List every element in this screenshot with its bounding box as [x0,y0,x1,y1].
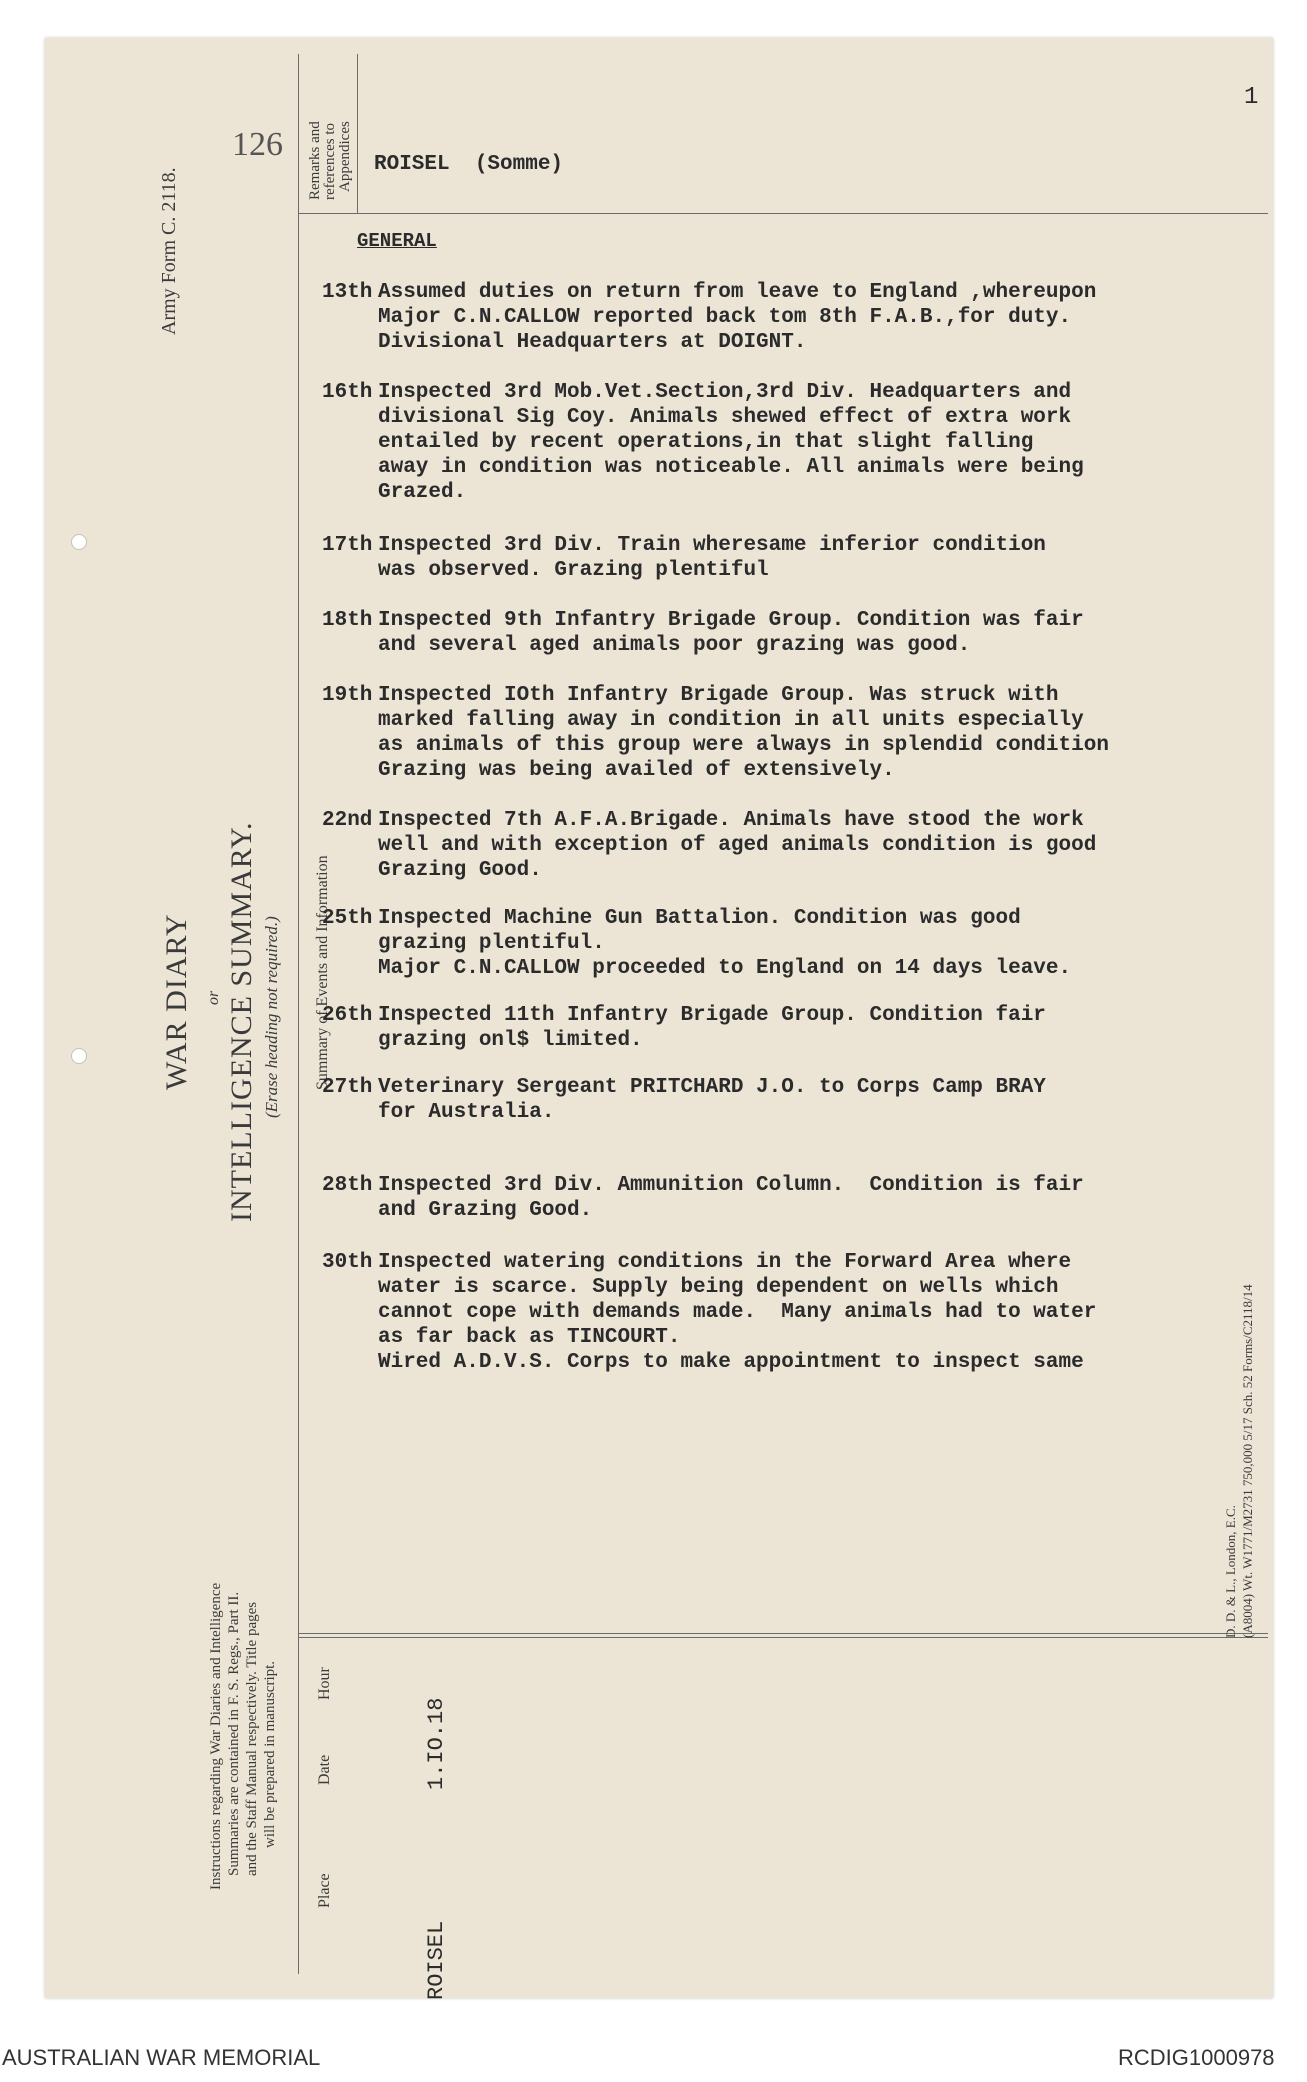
army-form-number: Army Form C. 2118. [158,167,180,335]
erase-heading-note: (Erase heading not required.) [262,916,281,1118]
printer-line: (A8004) Wt. W1771/M2731 750,000 5/17 Sch. 52 Forms/C2118/14 [1240,1284,1255,1638]
entry-text-line: Inspected 7th A.F.A.Brigade. Animals have stood the work [378,809,1084,832]
remarks-column-rule [357,54,358,214]
header-rule [298,213,1268,214]
entry-text-line: and several aged animals poor grazing was good. [378,634,971,657]
footer-record-id: RCDIG1000978 [1118,2045,1275,2070]
entry-text-line: Inspected 3rd Div. Train wheresame inferior condition [378,534,1046,557]
section-heading: GENERAL [357,230,437,252]
entry-text-line: and Grazing Good. [378,1199,593,1222]
entry-day: 27th [322,1076,373,1099]
entry-text-line: well and with exception of aged animals condition is good [378,834,1097,857]
instructions-line: will be prepared in manuscript. [262,1660,278,1848]
hour-header: Hour [316,1667,333,1700]
entry-text-line: Veterinary Sergeant PRITCHARD J.O. to Corps Camp BRAY [378,1076,1046,1099]
entry-date: 1.IO.18 [424,1697,449,1790]
entry-day: 13th [322,281,373,304]
entry-day: 25th [322,907,373,930]
title-or: or [205,990,222,1005]
entry-day: 18th [322,609,373,632]
entry-text-line: Grazing Good. [378,859,542,882]
entry-day: 16th [322,381,373,404]
remarks-header-line: Remarks and [307,121,323,200]
entry-text-line: was observed. Grazing plentiful [378,559,769,582]
printer-line: D. D. & L., London, E.C. [1223,1505,1238,1638]
entry-text-line: water is scarce. Supply being dependent on wells which [378,1276,1059,1299]
entry-text-line: Inspected 9th Infantry Brigade Group. Condition was fair [378,609,1084,632]
location-heading: ROISEL (Somme) [374,153,564,176]
entry-text-line: Grazed. [378,481,467,504]
entry-day: 26th [322,1004,373,1027]
entry-day: 30th [322,1251,373,1274]
entry-day: 28th [322,1174,373,1197]
bottom-rule [298,1633,1268,1634]
title-intelligence-summary: INTELLIGENCE SUMMARY. [225,821,258,1222]
date-header: Date [316,1754,333,1785]
entry-text-line: Divisional Headquarters at DOIGNT. [378,331,807,354]
entry-text-line: Inspected 11th Infantry Brigade Group. Condition fair [378,1004,1046,1027]
entry-text-line: Major C.N.CALLOW reported back tom 8th F.A.B.,for duty. [378,306,1072,329]
entry-text-line: Inspected Machine Gun Battalion. Condition was good [378,907,1021,930]
entry-text-line: away in condition was noticeable. All animals were being [378,456,1084,479]
summary-header: Summary of Events and Information [314,855,331,1090]
entry-text-line: Inspected 3rd Div. Ammunition Column. Condition is fair [378,1174,1084,1197]
entry-day: 17th [322,534,373,557]
entry-text-line: Inspected IOth Infantry Brigade Group. Was struck with [378,684,1059,707]
entry-text-line: grazing plentiful. [378,932,605,955]
entry-text-line: grazing onl$ limited. [378,1029,643,1052]
footer-archive-name: AUSTRALIAN WAR MEMORIAL [2,2045,321,2070]
entry-text-line: Wired A.D.V.S. Corps to make appointment to inspect same [378,1351,1084,1374]
corner-mark: 1 [1244,84,1259,111]
entry-day: 19th [322,684,373,707]
entry-text-line: cannot cope with demands made. Many animals had to water [378,1301,1097,1324]
entry-text-line: as animals of this group were always in splendid condition [378,734,1109,757]
entry-day: 22nd [322,809,373,832]
instructions-line: Instructions regarding War Diaries and Intelligence [208,1582,224,1890]
place-header: Place [316,1873,333,1908]
remarks-header-line: references to [322,122,338,200]
punch-hole-bottom [71,1048,87,1064]
bottom-rule-2 [298,1637,1268,1638]
title-war-diary: WAR DIARY [160,913,193,1090]
punch-hole-top [71,534,87,550]
entry-text-line: for Australia. [378,1101,555,1124]
page-number: 126 [232,126,283,163]
entry-text-line: as far back as TINCOURT. [378,1326,681,1349]
entry-text-line: Inspected watering conditions in the Forward Area where [378,1251,1072,1274]
entry-text-line: entailed by recent operations,in that slight falling [378,431,1034,454]
entry-text-line: Major C.N.CALLOW proceeded to England on 14 days leave. [378,957,1072,980]
entry-text-line: marked falling away in condition in all units especially [378,709,1084,732]
entry-text-line: divisional Sig Coy. Animals shewed effect of extra work [378,406,1072,429]
entry-text-line: Grazing was being availed of extensively. [378,759,895,782]
entry-text-line: Inspected 3rd Mob.Vet.Section,3rd Div. Headquarters and [378,381,1072,404]
left-column-rule [298,54,299,1974]
remarks-header-line: Appendices [337,121,353,192]
entry-text-line: Assumed duties on return from leave to England ,whereupon [378,281,1097,304]
entry-place: ROISEL [424,1920,449,2000]
instructions-line: Summaries are contained in F. S. Regs., Part II. [226,1591,242,1876]
instructions-line: and the Staff Manual respectively. Title pages [244,1601,260,1876]
